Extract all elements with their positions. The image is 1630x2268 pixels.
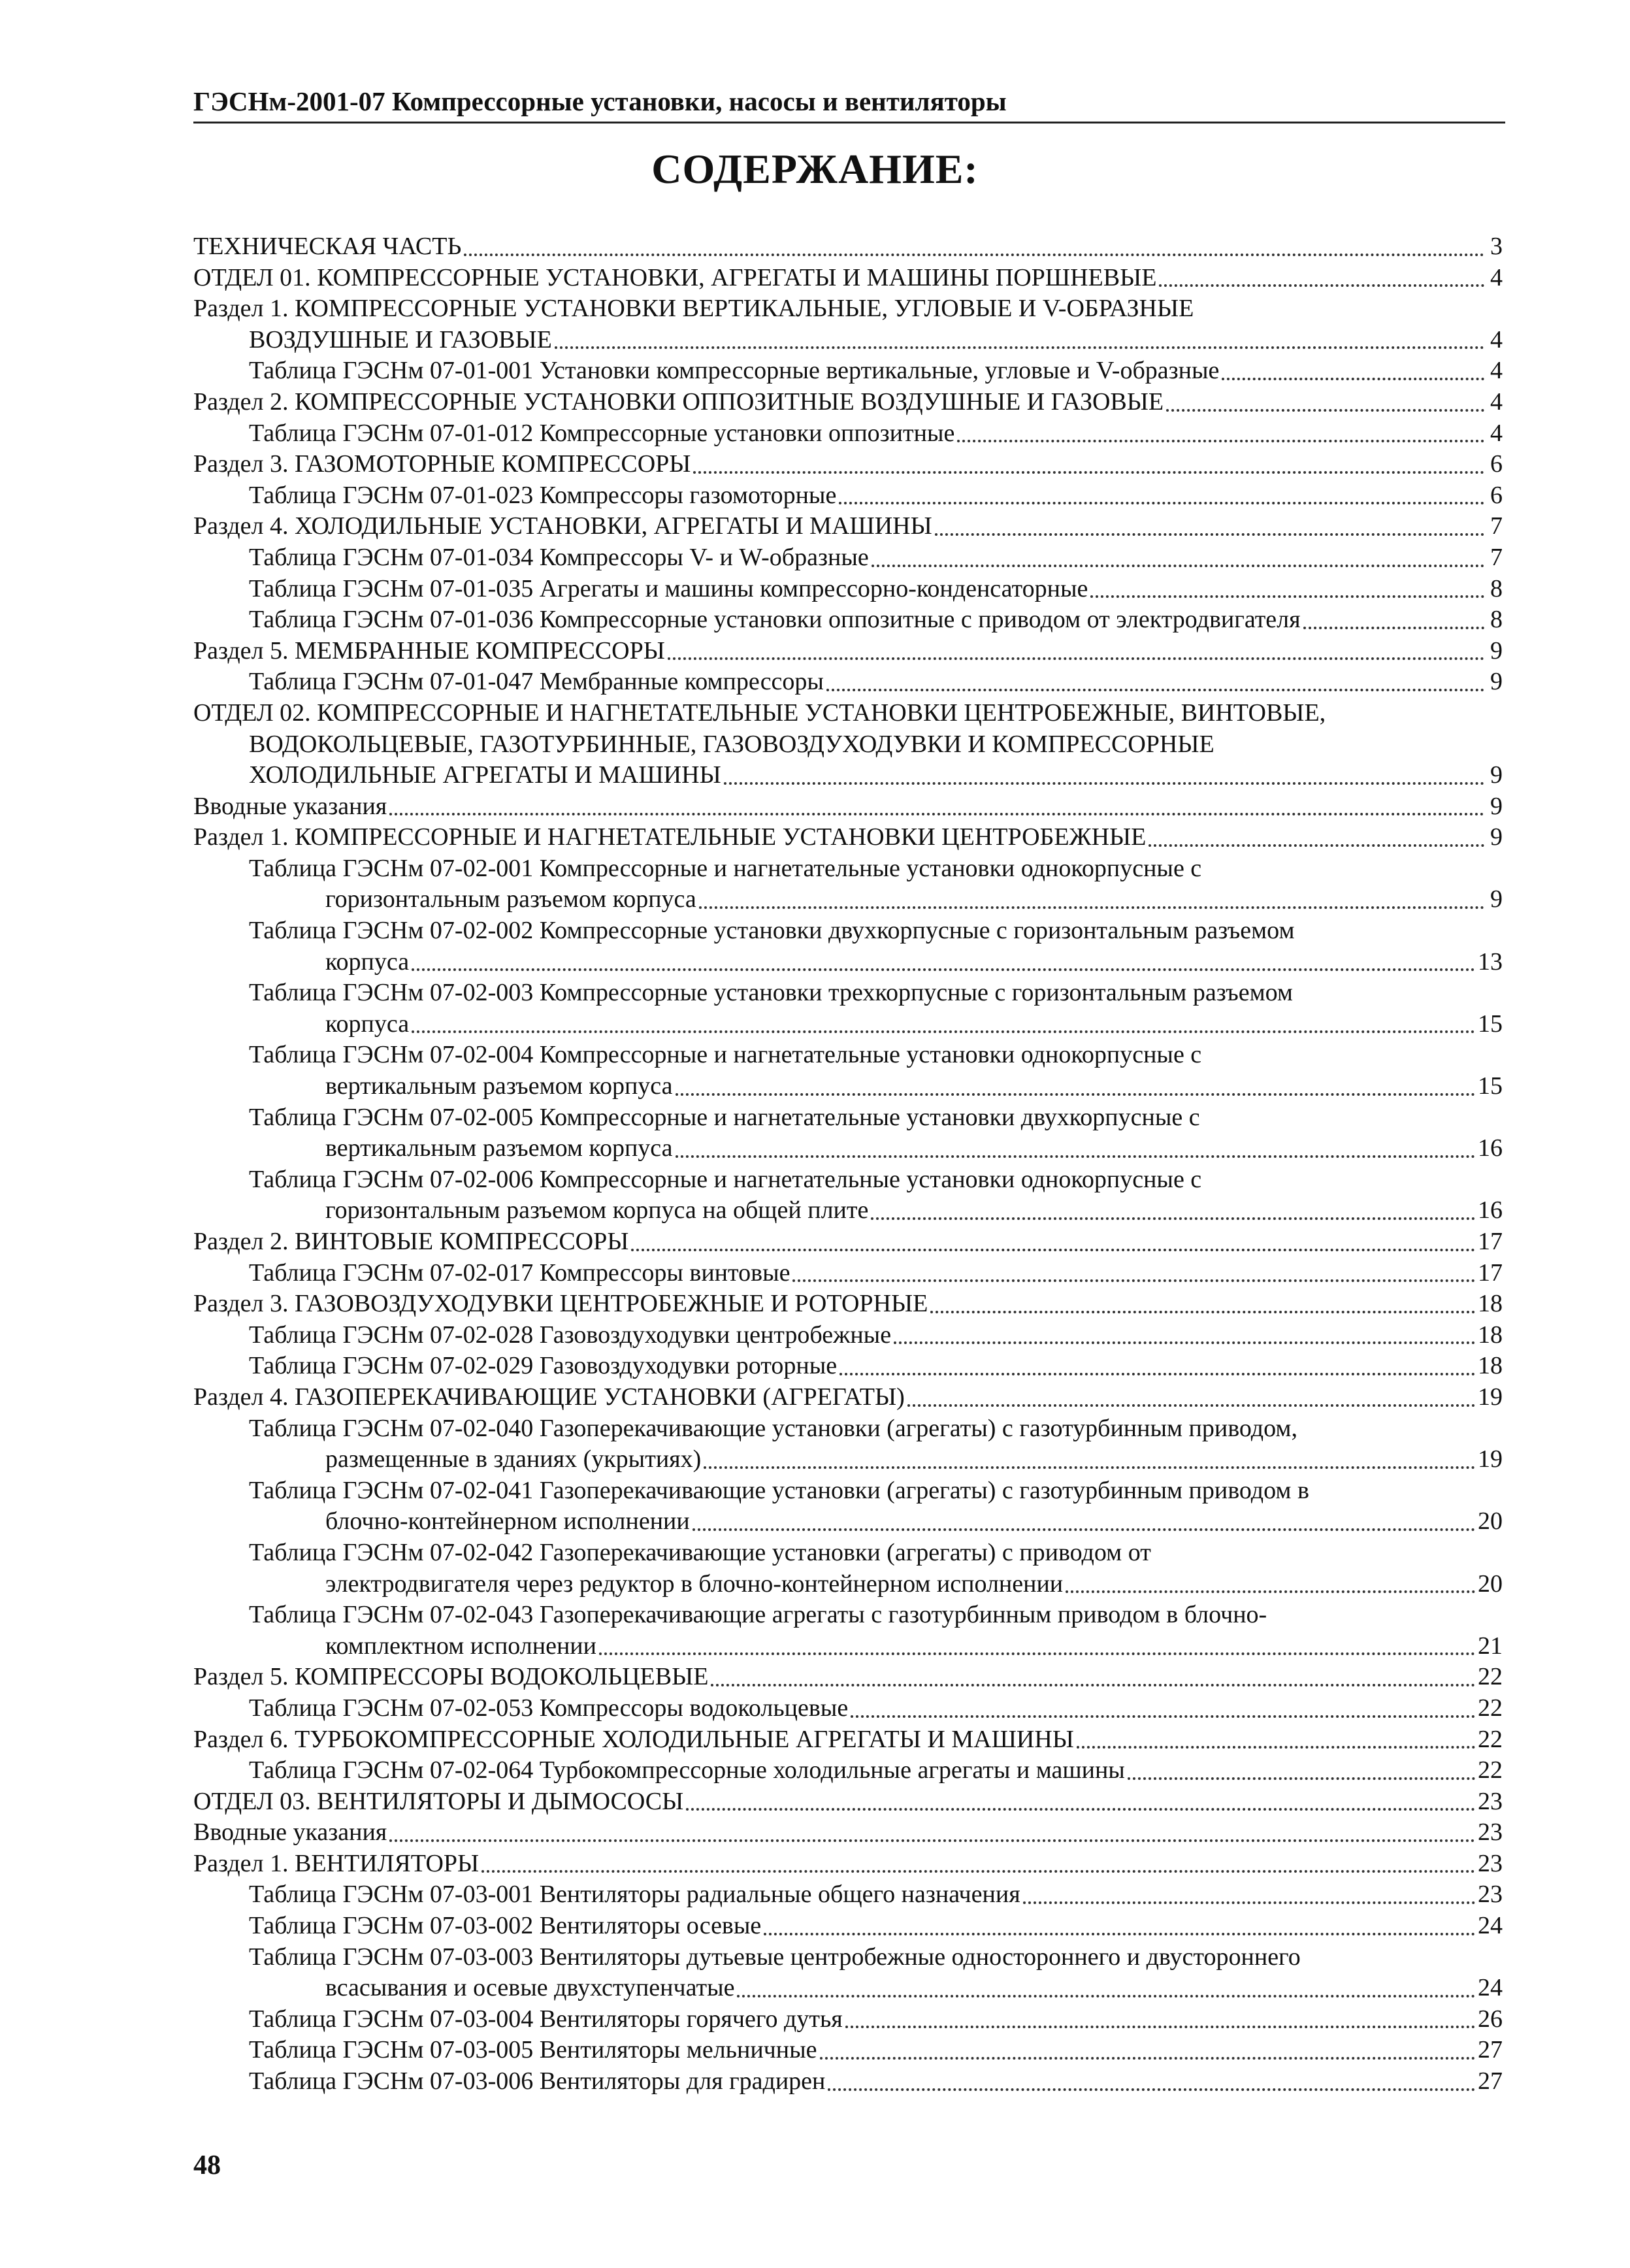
toc-page-number: 9 (1490, 792, 1503, 820)
toc-entry-title: корпуса (325, 1010, 410, 1038)
toc-page-number: 6 (1490, 450, 1503, 478)
toc-entry-title: Таблица ГЭСНм 07-01-001 Установки компрессорные вертикальные, угловые и V-образные (249, 357, 1220, 385)
dot-leader (412, 968, 1475, 971)
toc-entry-title: Раздел 1. КОМПРЕССОРНЫЕ И НАГНЕТАТЕЛЬНЫЕ УСТАНОВКИ ЦЕНТРОБЕЖНЫЕ (193, 823, 1147, 851)
toc-entry-title: Таблица ГЭСНм 07-01-047 Мембранные компрессоры (249, 668, 824, 696)
toc-entry-title: ОТДЕЛ 03. ВЕНТИЛЯТОРЫ И ДЫМОСОСЫ (193, 1787, 684, 1815)
dot-leader (481, 1870, 1475, 1873)
toc-page-number: 4 (1490, 325, 1503, 353)
toc-entry-title: ОТДЕЛ 02. КОМПРЕССОРНЫЕ И НАГНЕТАТЕЛЬНЫЕ УСТАНОВКИ ЦЕНТРОБЕЖНЫЕ, ВИНТОВЫЕ, (193, 698, 1326, 727)
toc-entry-title: горизонтальным разъемом корпуса на общей плите (325, 1196, 869, 1224)
toc-entry-title: электродвигателя через редуктор в блочно-контейнерном исполнении (325, 1570, 1064, 1598)
toc-entry-title: ТЕХНИЧЕСКАЯ ЧАСТЬ (193, 233, 462, 260)
table-of-contents (193, 231, 1503, 2097)
toc-page-number: 23 (1478, 1818, 1503, 1847)
toc-entry (193, 1755, 1503, 1786)
toc-entry (193, 1413, 1503, 1475)
toc-page-number: 18 (1478, 1352, 1503, 1380)
running-header: ГЭСНм-2001-07 Компрессорные установки, насосы и вентиляторы (193, 86, 1505, 123)
toc-entry (193, 2004, 1503, 2035)
dot-leader (699, 906, 1484, 909)
toc-page-number: 9 (1490, 823, 1503, 851)
dot-leader (845, 2026, 1475, 2028)
toc-entry-title: Раздел 5. КОМПРЕССОРЫ ВОДОКОЛЬЦЕВЫЕ (193, 1663, 709, 1691)
dot-leader (704, 1466, 1475, 1469)
dot-leader (555, 346, 1484, 349)
toc-page-number: 26 (1478, 2005, 1503, 2033)
dot-leader (737, 1995, 1475, 1997)
toc-entry-title: Таблица ГЭСНм 07-02-001 Компрессорные и нагнетательные установки однокорпусные с (249, 854, 1202, 882)
toc-entry (193, 1600, 1503, 1662)
toc-entry (193, 387, 1503, 418)
toc-entry-title: Таблица ГЭСНм 07-01-023 Компрессоры газомоторные (249, 481, 837, 509)
toc-entry-title: Таблица ГЭСНм 07-03-001 Вентиляторы радиальные общего назначения (249, 1881, 1020, 1909)
toc-entry (193, 1879, 1503, 1911)
toc-entry-title: Таблица ГЭСНм 07-01-034 Компрессоры V- и W-образные (249, 543, 869, 571)
toc-entry (193, 574, 1503, 605)
dot-leader (389, 1839, 1475, 1842)
toc-entry-title: ХОЛОДИЛЬНЫЕ АГРЕГАТЫ И МАШИНЫ (249, 761, 721, 789)
toc-page-number: 27 (1478, 2036, 1503, 2064)
dot-leader (828, 2088, 1475, 2091)
toc-entry (193, 263, 1503, 294)
toc-entry (193, 449, 1503, 480)
toc-entry-title: Таблица ГЭСНм 07-02-002 Компрессорные установки двухкорпусные с горизонтальным разъемом (249, 917, 1295, 945)
toc-entry-title: Таблица ГЭСНм 07-03-002 Вентиляторы осевые (249, 1912, 762, 1940)
toc-page-number: 18 (1478, 1290, 1503, 1318)
toc-entry (193, 1164, 1503, 1226)
dot-leader (599, 1652, 1475, 1655)
dot-leader (668, 657, 1484, 660)
toc-entry-title: размещенные в зданиях (укрытиях) (325, 1445, 702, 1473)
toc-entry (193, 1320, 1503, 1351)
dot-leader (464, 254, 1484, 256)
toc-entry-title: Таблица ГЭСНм 07-02-004 Компрессорные и нагнетательные установки однокорпусные с (249, 1041, 1202, 1069)
toc-page-number: 18 (1478, 1321, 1503, 1349)
toc-entry-title: Таблица ГЭСНм 07-02-043 Газоперекачивающие агрегаты с газотурбинным приводом в блочно- (249, 1601, 1267, 1629)
dot-leader (711, 1684, 1475, 1686)
dot-leader (839, 1373, 1475, 1375)
toc-entry-title: Таблица ГЭСНм 07-02-041 Газоперекачивающие установки (агрегаты) с газотурбинным приводом в (249, 1476, 1309, 1504)
toc-page-number: 19 (1478, 1383, 1503, 1411)
toc-entry-title: Таблица ГЭСНм 07-02-029 Газовоздуходувки роторные (249, 1352, 838, 1380)
dot-leader (1077, 1746, 1475, 1749)
dot-leader (1023, 1901, 1475, 1904)
toc-page-number: 21 (1478, 1632, 1503, 1660)
toc-page-number: 23 (1478, 1849, 1503, 1877)
dot-leader (1303, 627, 1484, 629)
dot-leader (957, 440, 1484, 442)
toc-entry-title: Таблица ГЭСНм 07-02-005 Компрессорные и нагнетательные установки двухкорпусные с (249, 1103, 1200, 1131)
toc-entry-title: Таблица ГЭСНм 07-03-006 Вентиляторы для градирен (249, 2067, 826, 2095)
toc-entry (193, 511, 1503, 542)
toc-entry (193, 1226, 1503, 1258)
dot-leader (820, 2057, 1475, 2060)
toc-page-number: 9 (1490, 636, 1503, 665)
dot-leader (935, 533, 1484, 536)
toc-entry (193, 915, 1503, 978)
toc-page-number: 15 (1478, 1072, 1503, 1100)
toc-entry-title: Таблица ГЭСНм 07-01-012 Компрессорные установки оппозитные (249, 419, 955, 447)
toc-entry-title: ВОДОКОЛЬЦЕВЫЕ, ГАЗОТУРБИННЫЕ, ГАЗОВОЗДУХОДУВКИ И КОМПРЕССОРНЫЕ (249, 730, 1214, 758)
toc-entry-title: Раздел 1. ВЕНТИЛЯТОРЫ (193, 1849, 480, 1877)
toc-entry (193, 853, 1503, 915)
toc-page-number: 6 (1490, 481, 1503, 509)
toc-entry (193, 1351, 1503, 1382)
toc-page-number: 22 (1478, 1725, 1503, 1753)
toc-entry-title: всасывания и осевые двухступенчатые (325, 1974, 735, 2002)
toc-entry-title: Раздел 2. ВИНТОВЫЕ КОМПРЕССОРЫ (193, 1228, 629, 1255)
toc-entry-title: Раздел 4. ГАЗОПЕРЕКАЧИВАЮЩИЕ УСТАНОВКИ (АГРЕГАТЫ) (193, 1383, 905, 1411)
toc-entry-title: ОТДЕЛ 01. КОМПРЕССОРНЫЕ УСТАНОВКИ, АГРЕГАТЫ И МАШИНЫ ПОРШНЕВЫЕ (193, 263, 1157, 291)
toc-entry-title: Вводные указания (193, 792, 387, 820)
toc-entry-title: Таблица ГЭСНм 07-02-042 Газоперекачивающие установки (агрегаты) с приводом от (249, 1538, 1151, 1566)
dot-leader (631, 1249, 1475, 1251)
dot-leader (693, 1528, 1475, 1531)
dot-leader (872, 565, 1484, 567)
toc-page-number: 4 (1490, 357, 1503, 385)
dot-leader (871, 1217, 1475, 1220)
toc-entry (193, 1258, 1503, 1289)
dot-leader (826, 689, 1484, 691)
toc-entry-title: Таблица ГЭСНм 07-02-040 Газоперекачивающие установки (агрегаты) с газотурбинным приводом, (249, 1414, 1297, 1442)
toc-entry-title: Таблица ГЭСНм 07-02-053 Компрессоры водокольцевые (249, 1694, 849, 1722)
dot-leader (676, 1155, 1476, 1158)
toc-entry (193, 542, 1503, 574)
toc-entry-title: Раздел 6. ТУРБОКОМПРЕССОРНЫЕ ХОЛОДИЛЬНЫЕ АГРЕГАТЫ И МАШИНЫ (193, 1725, 1074, 1753)
toc-page-number: 4 (1490, 387, 1503, 416)
toc-page-number: 22 (1478, 1694, 1503, 1722)
toc-entry-title: комплектном исполнении (325, 1632, 596, 1660)
dot-leader (851, 1715, 1475, 1718)
dot-leader (686, 1808, 1475, 1811)
toc-page-number: 4 (1490, 263, 1503, 291)
toc-page-number: 3 (1490, 233, 1503, 260)
toc-page-number: 9 (1490, 885, 1503, 913)
dot-leader (693, 471, 1484, 474)
toc-page-number: 23 (1478, 1787, 1503, 1815)
toc-entry (193, 666, 1503, 698)
toc-page-number: 22 (1478, 1663, 1503, 1691)
toc-entry (193, 355, 1503, 387)
toc-entry (193, 2035, 1503, 2066)
toc-entry (193, 1693, 1503, 1724)
toc-page-number: 22 (1478, 1756, 1503, 1784)
toc-entry (193, 1537, 1503, 1600)
toc-entry (193, 1102, 1503, 1164)
toc-entry-title: Раздел 5. МЕМБРАННЫЕ КОМПРЕССОРЫ (193, 636, 665, 665)
toc-entry-title: Таблица ГЭСНм 07-02-006 Компрессорные и нагнетательные установки однокорпусные с (249, 1165, 1202, 1193)
toc-entry (193, 698, 1503, 791)
toc-page-number: 8 (1490, 606, 1503, 634)
toc-page-number: 7 (1490, 543, 1503, 571)
toc-page-number: 24 (1478, 1974, 1503, 2002)
toc-entry (193, 1289, 1503, 1320)
toc-entry-title: блочно-контейнерном исполнении (325, 1507, 690, 1536)
toc-page-number: 8 (1490, 574, 1503, 602)
toc-entry-title: Таблица ГЭСНм 07-02-064 Турбокомпрессорные холодильные агрегаты и машины (249, 1756, 1125, 1784)
toc-entry (193, 1040, 1503, 1102)
toc-entry (193, 791, 1503, 823)
toc-entry-title: Таблица ГЭСНм 07-03-003 Вентиляторы дутьевые центробежные одностороннего и двустороннего (249, 1943, 1301, 1971)
toc-entry (193, 604, 1503, 636)
toc-entry-title: Раздел 3. ГАЗОВОЗДУХОДУВКИ ЦЕНТРОБЕЖНЫЕ И РОТОРНЫЕ (193, 1290, 928, 1318)
toc-entry (193, 1724, 1503, 1756)
toc-entry-title: вертикальным разъемом корпуса (325, 1134, 673, 1162)
toc-entry (193, 480, 1503, 512)
toc-page-number: 4 (1490, 419, 1503, 447)
toc-entry-title: горизонтальным разъемом корпуса (325, 885, 696, 913)
toc-entry-title: вертикальным разъемом корпуса (325, 1072, 673, 1100)
toc-entry (193, 231, 1503, 263)
toc-entry-title: Таблица ГЭСНм 07-02-028 Газовоздуходувки центробежные (249, 1321, 892, 1349)
dot-leader (389, 813, 1484, 815)
toc-entry (193, 1382, 1503, 1413)
dot-leader (1066, 1590, 1475, 1593)
toc-page-number: 24 (1478, 1912, 1503, 1940)
toc-entry (193, 1786, 1503, 1818)
toc-entry-title: Раздел 1. КОМПРЕССОРНЫЕ УСТАНОВКИ ВЕРТИКАЛЬНЫЕ, УГЛОВЫЕ И V-ОБРАЗНЫЕ (193, 295, 1194, 323)
toc-page-number: 17 (1478, 1258, 1503, 1287)
dot-leader (1166, 409, 1484, 412)
dot-leader (1222, 378, 1484, 380)
toc-entry-title: Раздел 4. ХОЛОДИЛЬНЫЕ УСТАНОВКИ, АГРЕГАТЫ И МАШИНЫ (193, 512, 932, 540)
dot-leader (1090, 595, 1484, 598)
dot-leader (724, 782, 1484, 785)
toc-entry-title: корпуса (325, 947, 410, 976)
toc-entry-title: Раздел 2. КОМПРЕССОРНЫЕ УСТАНОВКИ ОППОЗИТНЫЕ ВОЗДУШНЫЕ И ГАЗОВЫЕ (193, 387, 1164, 416)
dot-leader (894, 1341, 1475, 1344)
dot-leader (930, 1311, 1475, 1313)
toc-page-number: 9 (1490, 668, 1503, 696)
toc-page-number: 16 (1478, 1196, 1503, 1224)
toc-entry (193, 822, 1503, 853)
toc-page-number: 20 (1478, 1507, 1503, 1536)
toc-page-number: 23 (1478, 1881, 1503, 1909)
toc-entry (193, 636, 1503, 667)
toc-entry (193, 2066, 1503, 2097)
toc-page-number: 27 (1478, 2067, 1503, 2095)
toc-page-number: 20 (1478, 1570, 1503, 1598)
toc-entry (193, 293, 1503, 355)
toc-page-number: 13 (1478, 947, 1503, 976)
toc-page-number: 19 (1478, 1445, 1503, 1473)
toc-entry-title: Таблица ГЭСНм 07-03-005 Вентиляторы мельничные (249, 2036, 817, 2064)
toc-entry (193, 1817, 1503, 1849)
page-number: 48 (193, 2150, 221, 2180)
dot-leader (839, 502, 1484, 504)
toc-entry (193, 1849, 1503, 1880)
dot-leader (792, 1279, 1475, 1282)
dot-leader (676, 1093, 1476, 1096)
toc-entry (193, 978, 1503, 1040)
page-title: СОДЕРЖАНИЕ: (651, 146, 979, 192)
toc-entry-title: Таблица ГЭСНм 07-01-036 Компрессорные установки оппозитные с приводом от электродвигателя (249, 606, 1301, 634)
toc-entry-title: ВОЗДУШНЫЕ И ГАЗОВЫЕ (249, 325, 552, 353)
toc-entry-title: Таблица ГЭСНм 07-01-035 Агрегаты и машины компрессорно-конденсаторные (249, 574, 1088, 602)
dot-leader (907, 1404, 1475, 1407)
dot-leader (412, 1030, 1475, 1033)
toc-page-number: 15 (1478, 1010, 1503, 1038)
toc-entry (193, 418, 1503, 450)
dot-leader (764, 1933, 1475, 1935)
toc-entry-title: Таблица ГЭСНм 07-02-017 Компрессоры винтовые (249, 1258, 791, 1287)
dot-leader (1149, 844, 1484, 847)
toc-entry (193, 1911, 1503, 1942)
toc-entry (193, 1662, 1503, 1693)
toc-page-number: 9 (1490, 761, 1503, 789)
toc-entry-title: Таблица ГЭСНм 07-03-004 Вентиляторы горячего дутья (249, 2005, 843, 2033)
toc-entry (193, 1475, 1503, 1537)
toc-page-number: 16 (1478, 1134, 1503, 1162)
toc-entry-title: Вводные указания (193, 1818, 387, 1847)
toc-page-number: 7 (1490, 512, 1503, 540)
toc-entry (193, 1942, 1503, 2004)
dot-leader (1128, 1777, 1475, 1780)
toc-page-number: 17 (1478, 1228, 1503, 1255)
dot-leader (1159, 284, 1484, 287)
toc-entry-title: Таблица ГЭСНм 07-02-003 Компрессорные установки трехкорпусные с горизонтальным разъемом (249, 979, 1293, 1007)
toc-entry-title: Раздел 3. ГАЗОМОТОРНЫЕ КОМПРЕССОРЫ (193, 450, 691, 478)
